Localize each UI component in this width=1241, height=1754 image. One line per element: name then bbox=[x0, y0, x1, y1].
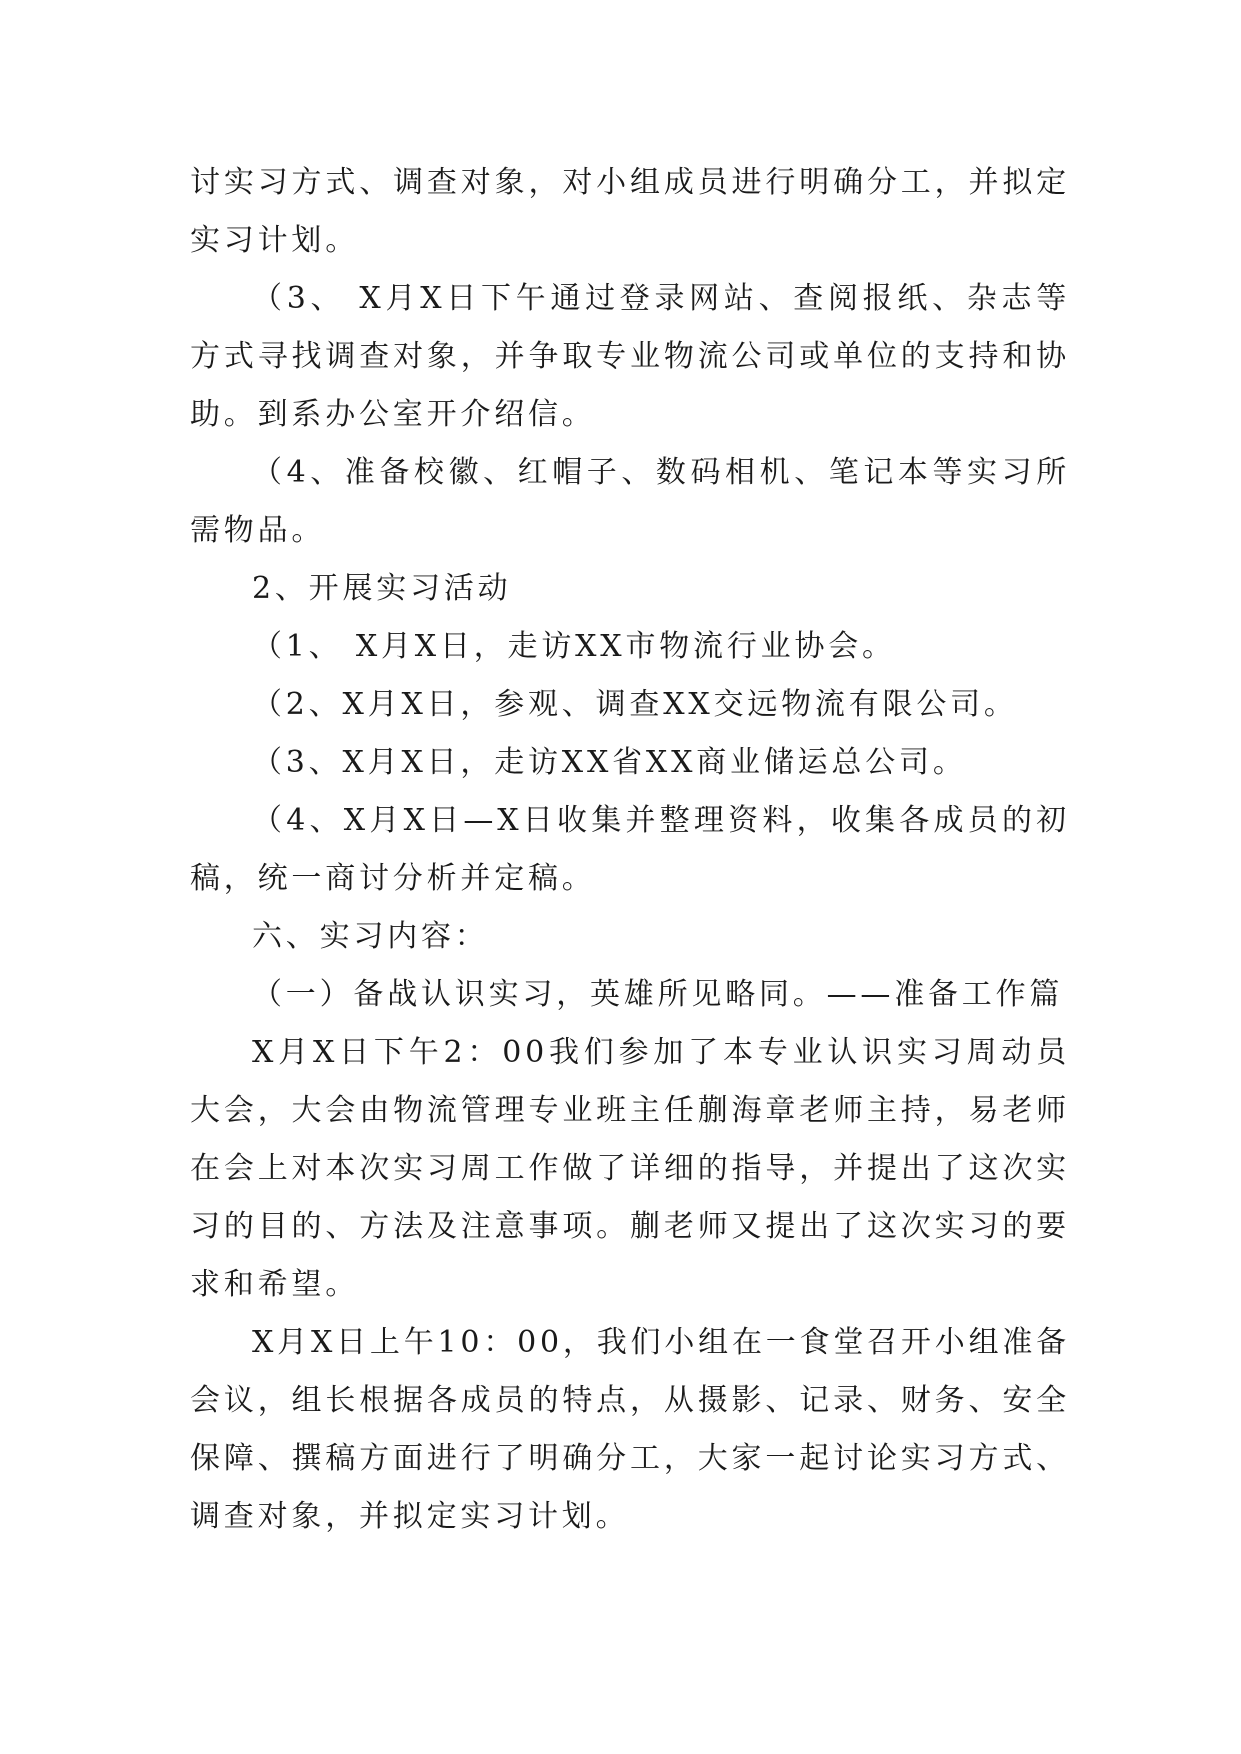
paragraph-11: X月X日下午2：00我们参加了本专业认识实习周动员大会，大会由物流管理专业班主任蒯海章老师主持，易老师在会上对本次实习周工作做了详细的指导，并提出了这次实习的目的、方法及注意事项。蒯老师又提出了这次实习的要求和希望。 bbox=[190, 1035, 1070, 1302]
paragraph-2: （3、 X月X日下午通过登录网站、查阅报纸、杂志等方式寻找调查对象，并争取专业物流公司或单位的支持和协助。到系办公室开介绍信。 bbox=[190, 281, 1070, 432]
paragraph-8: （4、X月X日—X日收集并整理资料，收集各成员的初稿，统一商讨分析并定稿。 bbox=[190, 803, 1070, 896]
paragraph-3: （4、准备校徽、红帽子、数码相机、笔记本等实习所需物品。 bbox=[190, 455, 1070, 548]
paragraph-4: 2、开展实习活动 bbox=[252, 571, 512, 606]
paragraph-5: （1、 X月X日，走访XX市物流行业协会。 bbox=[252, 629, 896, 664]
paragraph-6: （2、X月X日，参观、调查XX交远物流有限公司。 bbox=[252, 687, 1018, 722]
paragraph-7: （3、X月X日，走访XX省XX商业储运总公司。 bbox=[252, 745, 967, 780]
document-body bbox=[190, 154, 1070, 1546]
paragraph-1: 讨实习方式、调查对象，对小组成员进行明确分工，并拟定实习计划。 bbox=[190, 165, 1070, 258]
section-heading: 六、实习内容： bbox=[252, 919, 489, 954]
subsection-heading: （一）备战认识实习，英雄所见略同。——准备工作篇 bbox=[252, 977, 1064, 1012]
paragraph-12: X月X日上午10：00，我们小组在一食堂召开小组准备会议，组长根据各成员的特点，从摄影、记录、财务、安全保障、撰稿方面进行了明确分工，大家一起讨论实习方式、调查对象，并拟定实习计划。 bbox=[190, 1325, 1070, 1534]
